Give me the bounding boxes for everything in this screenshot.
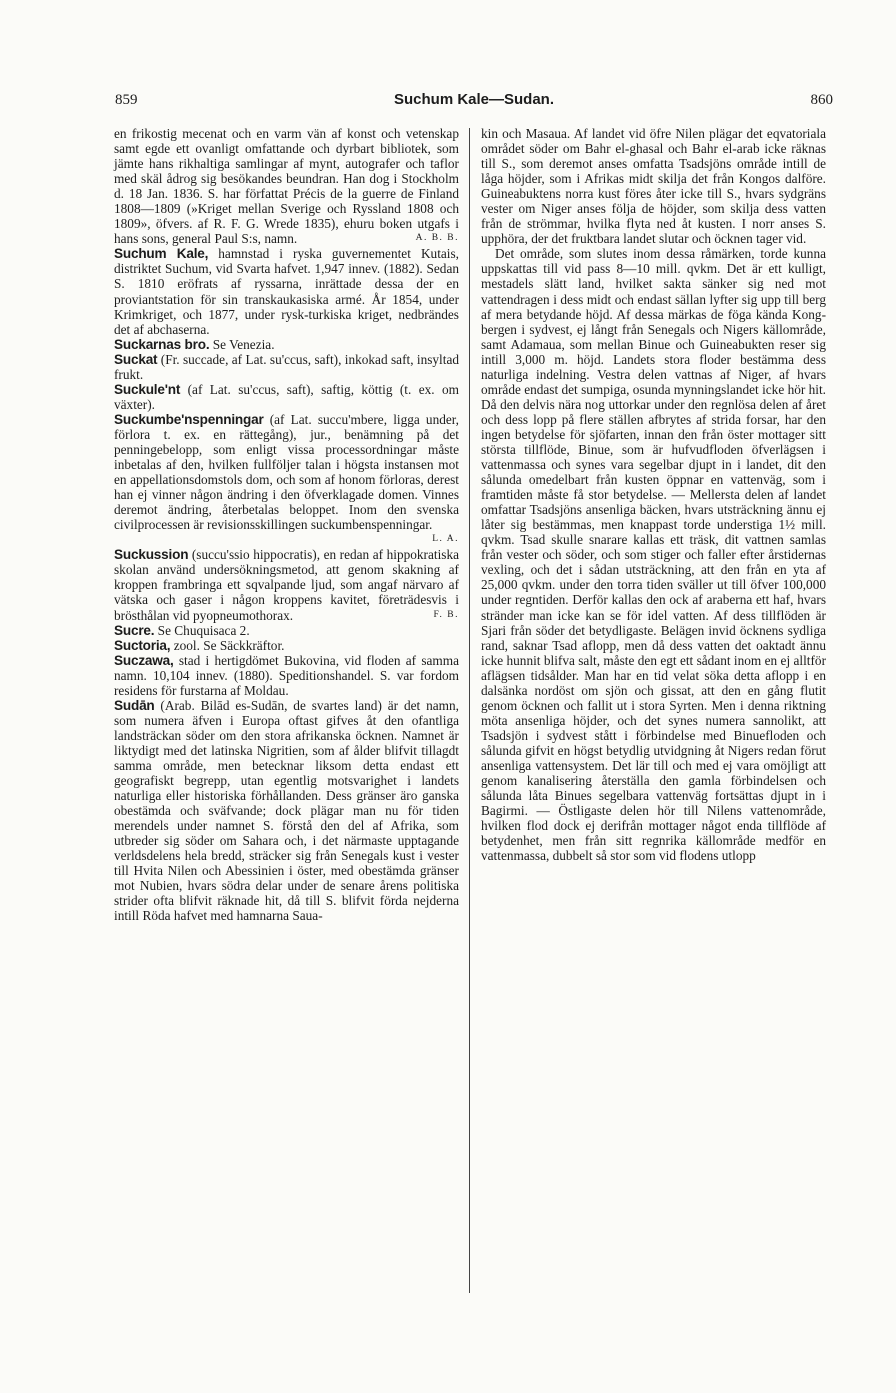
page-number-left: 859: [115, 92, 138, 108]
entry-text: (succu'ssio hippocratis), en redan af hippokratiska skolan använd undersökningsmetod, att genom skakning af kroppen frambringa ett sqvalpande ljud, som angaf närvaro af vätska och gaser i någon kroppens kavitet, företrädesvis i brösthålan vid pyopneumothorax.: [114, 547, 459, 623]
entry-sucre: [114, 623, 459, 638]
entry-headword: Suckule'nt: [114, 381, 181, 397]
page-header: [115, 90, 833, 110]
entry-headword: Suctoria,: [114, 637, 171, 653]
entry-headword: Suckat: [114, 351, 158, 367]
entry-suckussion: [114, 547, 459, 622]
entry-suckat: [114, 352, 459, 382]
entry-text: (Arab. Bilād es-Sudān, de svartes land) är det namn, som numera äfven i Europa oftast gifves åt den ofantliga landsträckan söder om den stora afrikanska öcknen. Namnet är liktydigt med det latinska Nigritien, som af ålder blifvit tillagdt samma område, men betecknar liksom detta endast ett geografiskt begrepp, utan egentlig motsvarighet i landets naturliga eller historiska förhållanden. Dess gränser äro ganska obestämda och sväfvande; dock plägar man nu för tiden merendels under namnet S. förstå den del af Afrika, som utbreder sig söder om Sahara och, i det närmaste upptagande verldsdelens hela bredd, sträcker sig från Senegals kust i vester till Hvita Nilen och Abessinien i öster, med obestämda gränser mot Nubien, hvars södra delar under de senare årens politiska strider ofta blifvit räknade hit, då till S. blifvit förda nejderna intill Röda hafvet med hamnarna Saua-: [114, 697, 459, 924]
right-column: [481, 126, 826, 863]
entry-headword: Suckumbe'nspenningar: [114, 411, 264, 427]
running-head-title: Suchum Kale—Sudan.: [393, 91, 555, 108]
entry-continuation: kin och Masaua. Af landet vid öfre Nilen plägar det eqvatoriala området söder om Bahr el-ghasal och Bahr el-arab icke räknas till S., som deremot anses omfatta Tsadsjöns område intill de låga höjder, som i Afrikas midt skilja det från Kongos dalföre. Guineabuktens norra kust föres åter icke till S., hvars sydgräns vester om Niger anses följa de höjder, som skilja dess vatten från de strömmar, hvilka flyta ned åt kusten. I norr anses S. upphöra, der det fruktbara landet slutar och öcknen tager vid.: [481, 126, 826, 247]
entry-text: Se Venezia.: [209, 336, 275, 352]
entry-suckarnas-bro: [114, 337, 459, 352]
entry-sudan: [114, 698, 459, 924]
entry-continuation: [114, 126, 459, 246]
entry-suckumbenspenningar: [114, 411, 459, 545]
entry-headword: Sudān: [114, 697, 155, 713]
entry-headword: Sucre.: [114, 622, 155, 638]
entry-paragraph: Det område, som slutes inom dessa råmärken, torde kunna uppskattas till vid pass 8—10 mill. qvkm. Det är ett kulligt, mestadels slätt land, hvilket sakta sänker sig ned mot vattendragen i dess midt och endast sällan lyfter sig upp till berg af mera betydande höjd. Af dessa märkas de föga kända Kong-bergen i sydvest, ej långt från Senegals och Nigers källområde, samt Adamaua, som mellan Binue och Guineabukten reser sig intill 3,000 m. höjd. Landets stora floder bestämma dess naturliga indelning. Vestra delen vattnas af Niger, af hvars område endast det sumpiga, osunda mynningslandet icke hör hit. Då den delvis nära nog uttorkar under den regnlösa delen af året och dess lopp på flere ställen afbrytes af strida forsar, har den ingen betydelse för sjöfarten, innan den från öster mottager sitt största tillflöde, Binue, som är hufvudfloden öfverlägsen i vattenmassa och synes vara segelbar djupt in i landet, dit den sålunda omedelbart från kusten öppnar en vattenväg, som i framtiden måste få stor betydelse. — Mellersta delen af landet omfattar Tsadsjöns ansenliga bäcken, hvars utsträckning ännu ej låter sig bestämmas, men knappast torde understiga 1½ mill. qvkm. Tsad skulle snarare kallas ett träsk, dit vattnen samlas från vester och söder, och som stiger och faller efter årstidernas vexling, och det i sådan utsträckning, att den från en yta af 25,000 qvkm. under den torra tiden sväller ut till öfver 100,000 under regntiden. Derför kallas den ock af araberna ett haf, hvars stränder man icke kan se för idel vatten. Af dess tillflöden är Sjari från söder det betydligaste. Belägen invid öcknens sydliga rand, saknar Tsad aflopp, men då dess vatten det oaktadt ännu icke hunnit blifva salt, måste den egt ett sådant inom en ej alltför aflägsen tidsålder. Man har en tid velat söka detta aflopp i en dalsänka nordöst om sjön och gissat, att den en gång flutit genom öcknen och fallit ut i stora Syrten. Men i denna riktning möta ansenliga höjder, och det synes numera sannolikt, att Tsadsjön i sydvest stått i förbindelse med Binuefloden och sålunda gifvit en högst betydlig utvidgning åt Nigers redan förut ansenliga vattensystem. Det lär till och med ej vara omöjligt att genom kanalisering återställa den gamla förbindelsen och sålunda låta Binues segelbara vattenväg fortsättas djupt in i Bagirmi. — Östligaste delen hör till Nilens vattenområde, hvilken flod dock ej derifrån mottager något enda tillflöde af betydenhet, men från sitt regnrika källområde medför en vattenmassa, dubbelt så stor som vid flodens utlopp: [481, 246, 826, 864]
entry-text: (af Lat. su'ccus, saft), saftig, köttig (t. ex. om växter).: [114, 381, 459, 412]
entry-headword: Suckussion: [114, 547, 189, 563]
entry-headword: Suczawa,: [114, 652, 174, 668]
author-signature: L. A.: [432, 534, 459, 545]
page-number-right: 860: [810, 92, 833, 108]
entry-suchum-kale: [114, 246, 459, 336]
entry-headword: Suchum Kale,: [114, 246, 209, 262]
entry-suckulent: [114, 382, 459, 412]
author-signature: A. B. B.: [415, 233, 459, 244]
column-divider: [469, 128, 470, 1293]
entry-headword: Suckarnas bro.: [114, 336, 210, 352]
entry-text: hamnstad i ryska guvernementet Kutais, distriktet Suchum, vid Svarta hafvet. 1,947 innev. (1882). Sedan S. 1810 eröfrats af ryssarna, inrättade dessa der en proviantstation för sin transkaukasiska armé. År 1854, under Krimkriget, och 1877, under rysk-turkiska kriget, nedbrändes det af abchaserna.: [114, 246, 459, 337]
left-column: [114, 126, 459, 923]
entry-text: Se Chuquisaca 2.: [154, 622, 250, 638]
entry-text: stad i hertigdömet Bukovina, vid floden af samma namn. 10,104 innev. (1880). Speditionshandel. S. var fordom residens för furstarna af Moldau.: [114, 652, 459, 698]
entry-suctoria: [114, 638, 459, 653]
entry-suczawa: [114, 653, 459, 698]
entry-text: zool. Se Säckkräftor.: [170, 637, 285, 653]
entry-text: en frikostig mecenat och en varm vän af konst och vetenskap samt egde ett ovanligt omfattande och dyrbart bibliotek, som jämte hans rikhaltiga samlingar af mynt, autografer och taflor med skäl ådrog sig besökandes beundran. Han dog i Stockholm d. 18 Jan. 1836. S. har författat Précis de la guerre de Finland 1808—1809 (»Kriget mellan Sverige och Ryssland 1808 och 1809», öfvers. af R. F. G. Wrede 1835), ehuru boken utgafs i hans sons, general Paul S:s, namn.: [114, 126, 459, 247]
entry-text: (Fr. succade, af Lat. su'ccus, saft), inkokad saft, insyltad frukt.: [114, 351, 459, 382]
entry-text: (af Lat. succu'mbere, ligga under, förlora t. ex. en rättegång), jur., benämning på det penningebelopp, som enligt vissa processordningar måste inbetalas af den, hvilken fullföljer talan i högsta instansen mot en appellationsdomstols dom, och som af honom förloras, derest han ej vinner någon ändring i den öfverklagade domen. Vinnes deremot ändring, återbetalas beloppet. Inom den svenska civilprocessen är revisionsskillingen suckumbenspenningar.: [114, 411, 459, 533]
author-signature: F. B.: [433, 609, 459, 620]
